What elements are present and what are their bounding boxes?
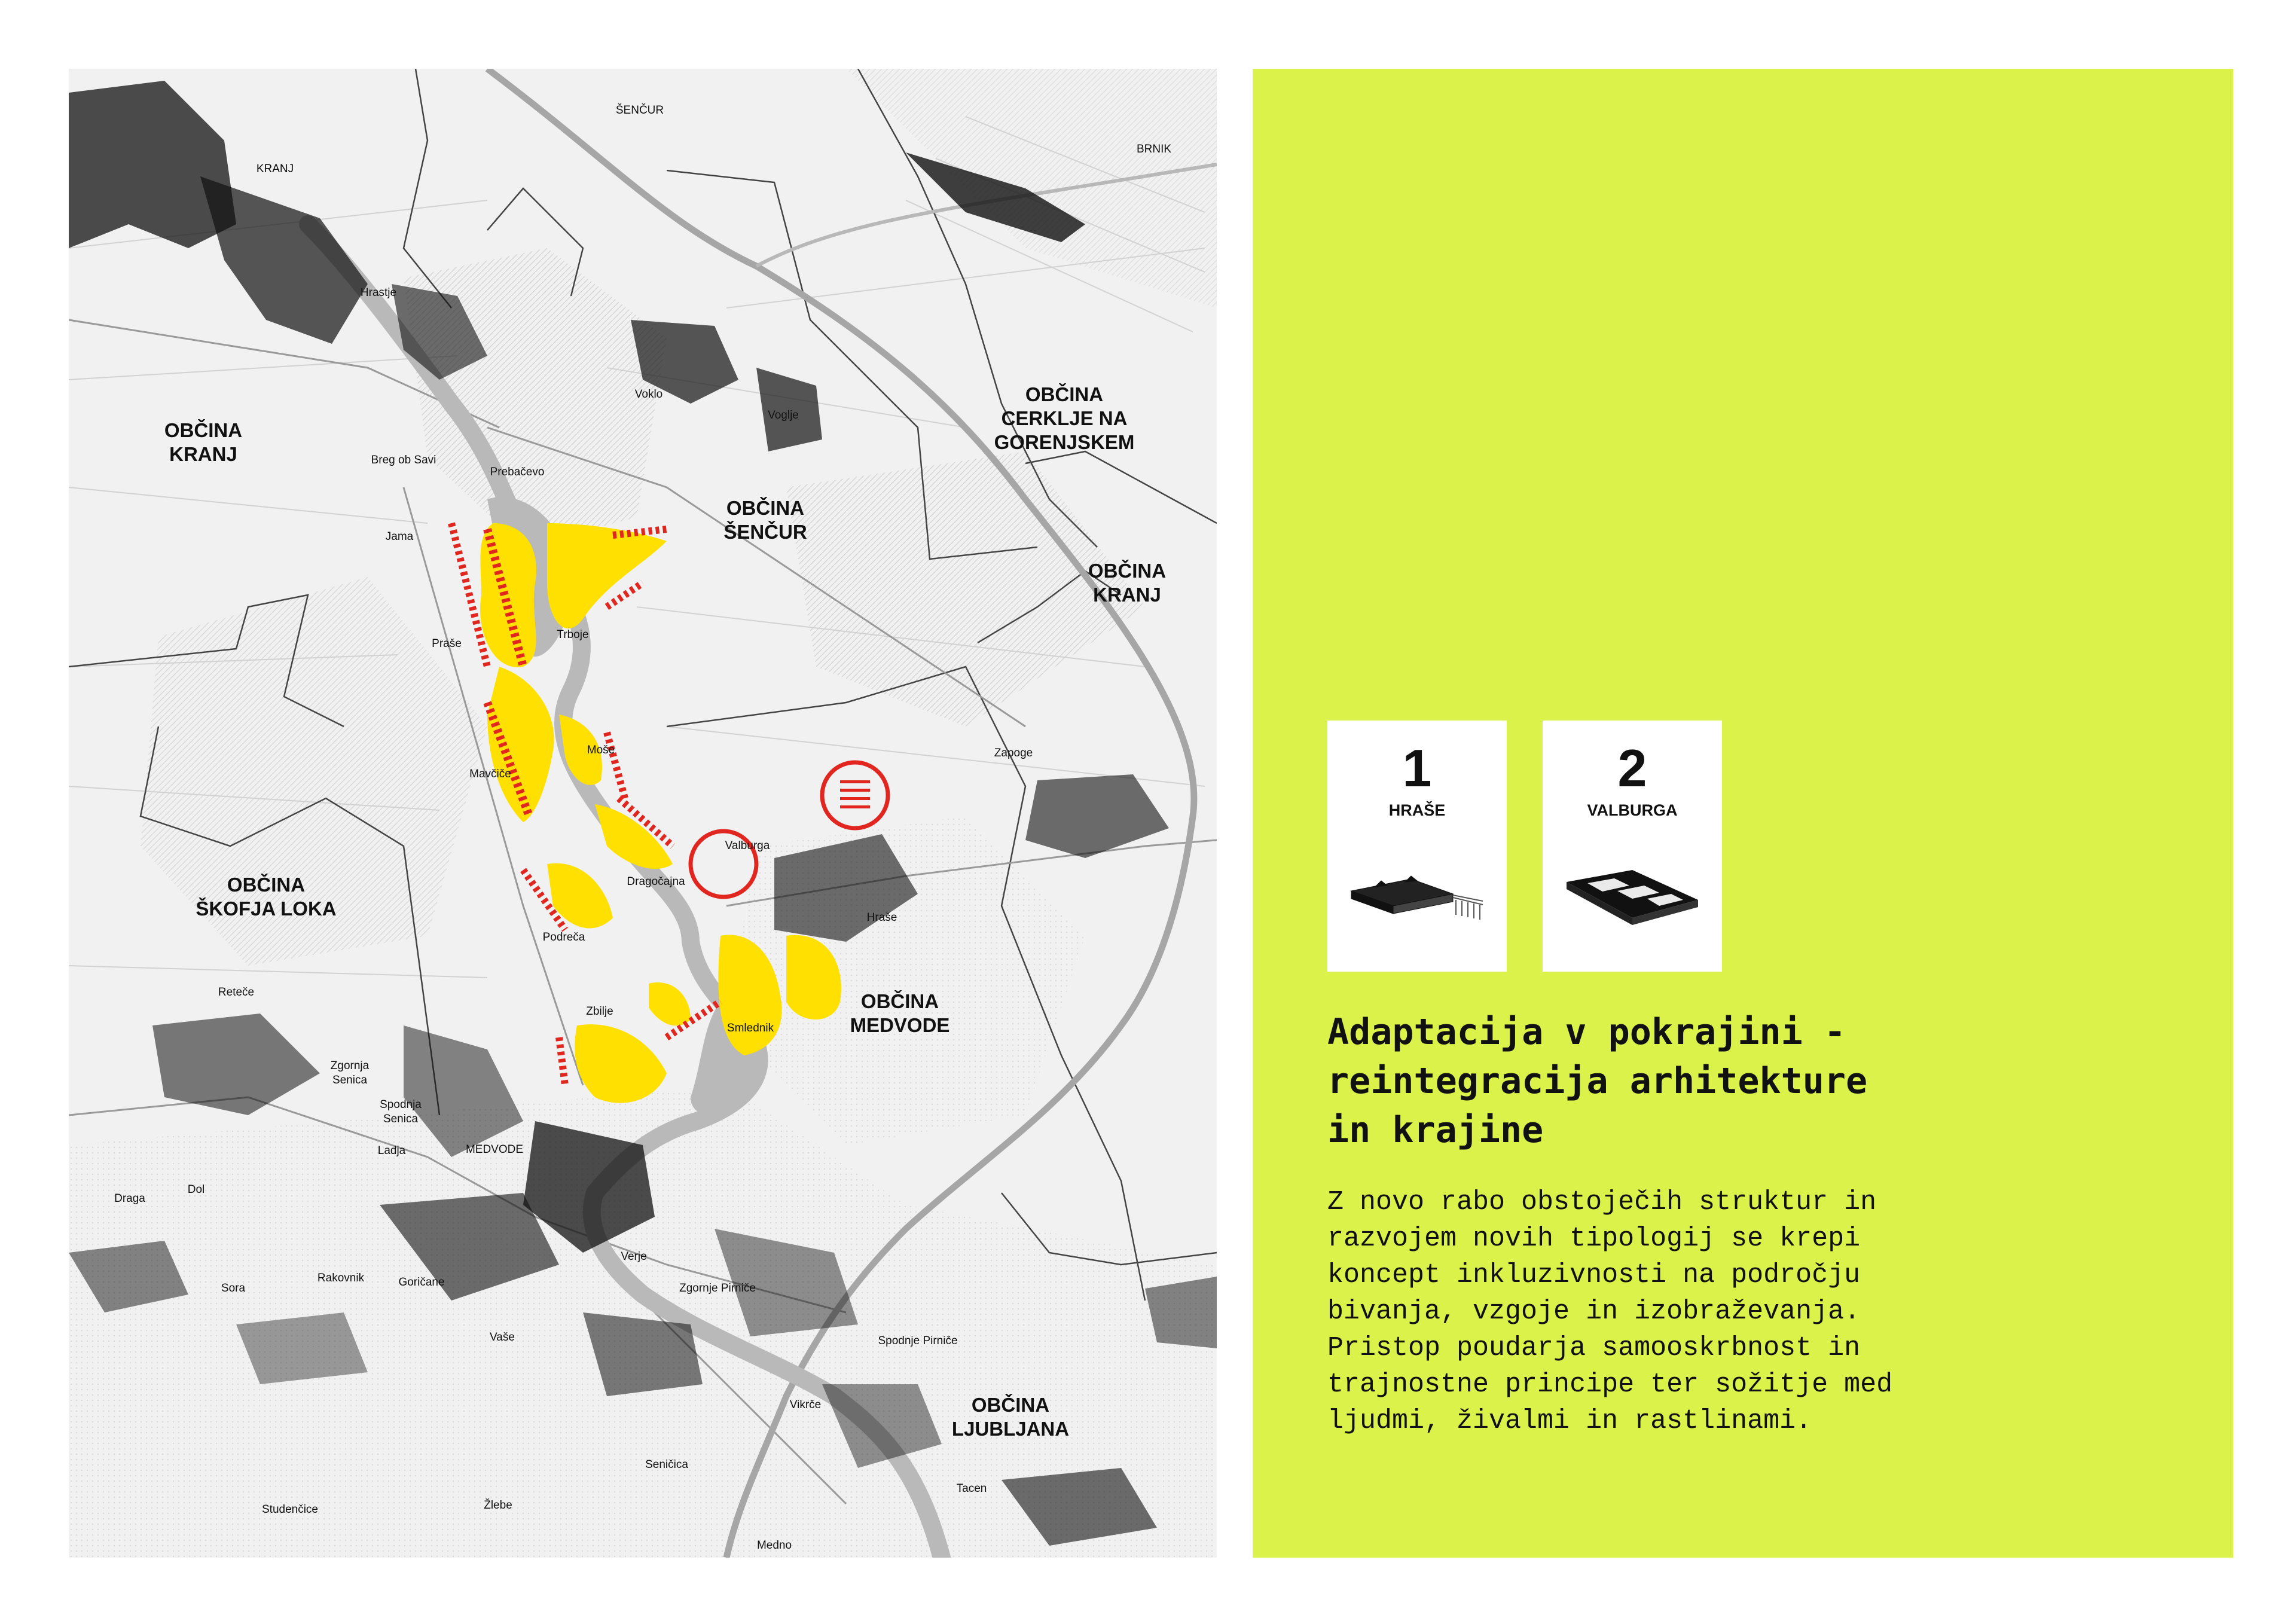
place-goricane: Goričane [398, 1276, 445, 1289]
place-zbilje: Zbilje [586, 1005, 613, 1018]
place-kranj: KRANJ [256, 163, 294, 175]
place-hrase: Hraše [866, 911, 897, 924]
region-obcina-skofja-loka: OBČINA ŠKOFJA LOKA [196, 874, 337, 920]
description-line: bivanja, vzgoje in izobraževanja. [1327, 1296, 1861, 1327]
place-spodnja-senica: Spodnja Senica [380, 1098, 422, 1125]
place-jama: Jama [385, 530, 414, 543]
panel-title [1327, 1008, 2164, 1155]
place-verje: Verje [621, 1250, 647, 1263]
place-brnik: BRNIK [1136, 143, 1172, 155]
title-line: in krajine [1327, 1109, 1544, 1151]
map [69, 69, 1217, 1558]
building-axonometric-icon [1555, 858, 1710, 936]
place-valburga: Valburga [725, 840, 770, 852]
title-line: Adaptacija v pokrajini - [1327, 1011, 1846, 1053]
title-line: reintegracija arhitekture [1327, 1060, 1868, 1102]
place-voglje: Voglje [768, 409, 799, 422]
description-line: trajnostne principe ter sožitje med [1327, 1369, 1893, 1400]
place-zgornje-pirnice: Zgornje Pirniče [679, 1282, 756, 1295]
place-podreca: Podreča [542, 931, 585, 944]
description-line: razvojem novih tipologij se krepi [1327, 1223, 1861, 1254]
region-obcina-kranj-east: OBČINA KRANJ [1088, 560, 1167, 606]
place-prebacevo: Prebačevo [490, 466, 545, 478]
site-number: 1 [1402, 738, 1432, 798]
site-name: VALBURGA [1587, 801, 1678, 819]
place-studencice: Studenčice [261, 1503, 319, 1516]
region-obcina-medvode: OBČINA MEDVODE [850, 990, 950, 1036]
place-dragocajna: Dragočajna [627, 875, 685, 888]
place-draga: Draga [114, 1192, 145, 1205]
building-axonometric-icon [1339, 858, 1495, 930]
place-mavcice: Mavčiče [469, 768, 511, 780]
place-medno: Medno [756, 1539, 792, 1552]
description-line: ljudmi, živalmi in rastlinami. [1327, 1406, 1812, 1436]
place-ladja: Ladja [377, 1144, 406, 1157]
place-vase: Vaše [490, 1331, 515, 1344]
place-mose: Moše [587, 744, 615, 756]
region-obcina-kranj-west: OBČINA KRANJ [164, 419, 243, 465]
place-breg-ob-savi: Breg ob Savi [371, 454, 436, 466]
region-obcina-ljubljana: OBČINA LJUBLJANA [951, 1394, 1070, 1440]
place-rakovnik: Rakovnik [317, 1272, 365, 1284]
place-dol: Dol [187, 1183, 205, 1196]
site-number: 2 [1617, 738, 1647, 798]
place-tacen: Tacen [956, 1482, 987, 1495]
place-zlebe: Žlebe [484, 1499, 512, 1512]
site-name: HRAŠE [1388, 801, 1446, 819]
place-sora: Sora [221, 1282, 246, 1295]
map-canvas [69, 69, 1217, 1558]
place-voklo: Voklo [634, 388, 663, 401]
site-card-valburga[interactable] [1543, 721, 1722, 972]
place-smlednik: Smlednik [726, 1022, 774, 1034]
place-vikrce: Vikrče [789, 1399, 822, 1411]
place-medvode: MEDVODE [465, 1143, 524, 1156]
place-zgornja-senica: Zgornja Senica [330, 1060, 370, 1086]
region-obcina-sencur: OBČINA ŠENČUR [723, 497, 807, 543]
site-card-hrase[interactable] [1327, 721, 1507, 972]
place-zapoge: Zapoge [994, 747, 1033, 759]
description-line: koncept inkluzivnosti na področju [1327, 1260, 1861, 1290]
panel-description [1327, 1184, 2176, 1439]
place-sencur: ŠENČUR [615, 104, 664, 117]
place-hrastje: Hrastje [360, 286, 397, 299]
place-prase: Praše [432, 637, 462, 650]
place-retece: Reteče [218, 986, 255, 999]
description-line: Pristop poudarja samooskrbnost in [1327, 1333, 1861, 1363]
description-line: Z novo rabo obstoječih struktur in [1327, 1187, 1877, 1217]
info-panel [1253, 69, 2233, 1558]
place-senicica: Seničica [645, 1458, 688, 1471]
place-spodnje-pirnice: Spodnje Pirniče [878, 1335, 958, 1347]
place-trboje: Trboje [557, 628, 589, 641]
region-obcina-cerklje: OBČINA CERKLJE NA GORENJSKEM [994, 383, 1135, 453]
